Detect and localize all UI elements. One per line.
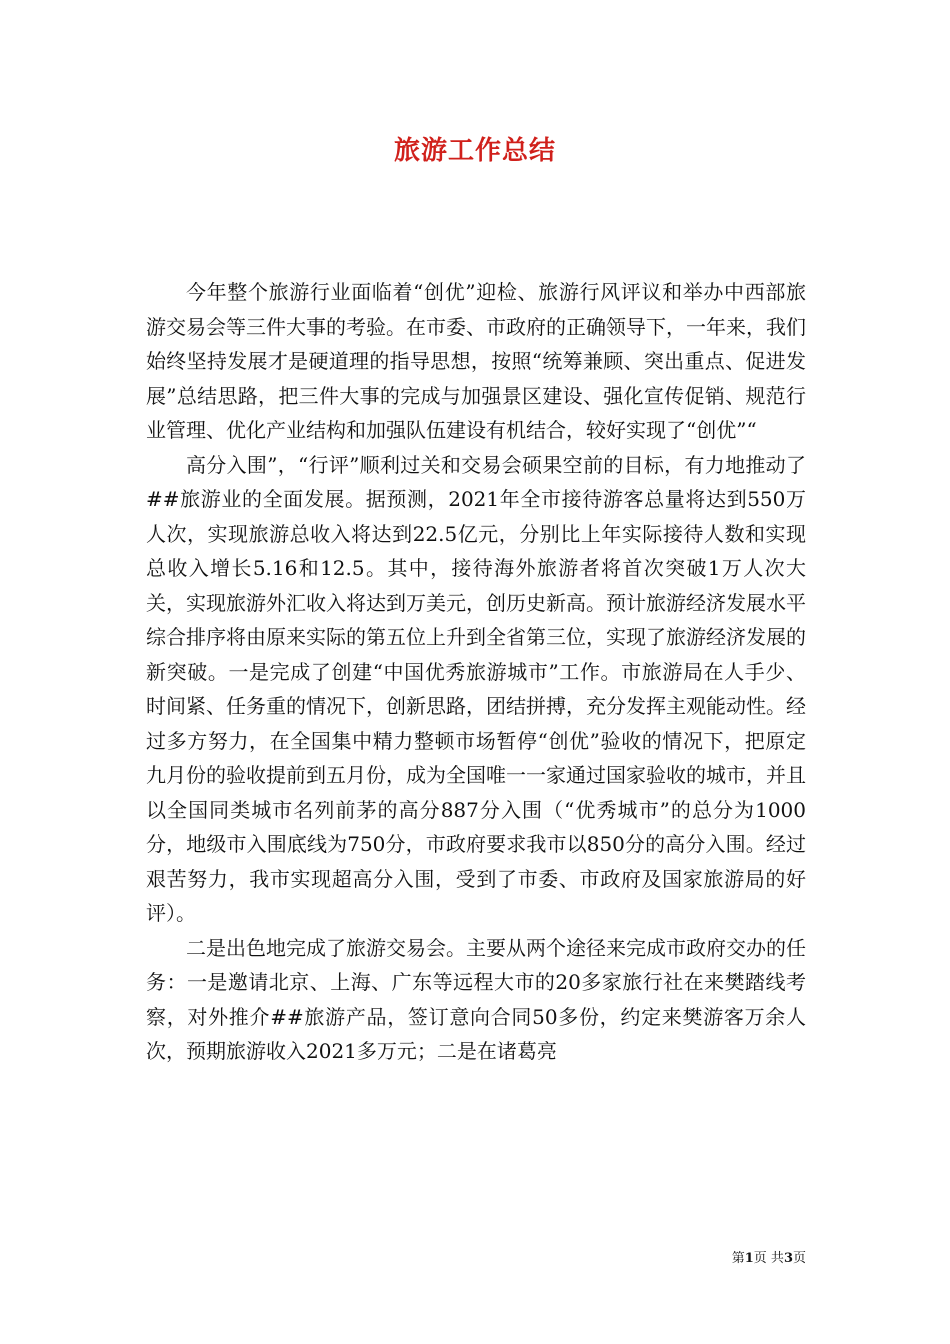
paragraph-3: 二是出色地完成了旅游交易会。主要从两个途径来完成市政府交办的任务：一是邀请北京、上海、广东等远程大市的20多家旅行社在来樊踏线考察，对外推介##旅游产品，签订意向合同50多份，约定来樊游客万余人次，预期旅游收入2021多万元；二是在诸葛亮 xyxy=(146,935,806,1063)
page-number-prefix: 第 xyxy=(731,1251,745,1266)
current-page: 1 xyxy=(744,1251,754,1266)
paragraph-1: 今年整个旅游行业面临着“创优”迎检、旅游行风评议和举办中西部旅游交易会等三件大事的考验。在市委、市政府的正确领导下，一年来，我们始终坚持发展才是硬道理的指导思想，按照“统筹兼顾、突出重点、促进发展”总结思路，把三件大事的完成与加强景区建设、强化宣传促销、规范行业管理、优化产业结构和加强队伍建设有机结合，较好实现了“创优”“ xyxy=(146,280,806,442)
page-number xyxy=(700,1247,806,1266)
page-number-middle: 页 共 xyxy=(753,1251,784,1266)
paragraph-2: 高分入围”，“行评”顺利过关和交易会硕果空前的目标，有力地推动了##旅游业的全面发展。据预测，2021年全市接待游客总量将达到550万人次，实现旅游总收入将达到22.5亿元，分别比上年实际接待人数和实现总收入增长5.16和12.5。其中，接待海外旅游者将首次突破1万人次大关，实现旅游外汇收入将达到万美元，创历史新高。预计旅游经济发展水平综合排序将由原来实际的第五位上升到全省第三位，实现了旅游经济发展的新突破。一是完成了创建“中国优秀旅游城市”工作。市旅游局在人手少、时间紧、任务重的情况下，创新思路，团结拼搏，充分发挥主观能动性。经过多方努力，在全国集中精力整顿市场暂停“创优”验收的情况下，把原定九月份的验收提前到五月份，成为全国唯一一家通过国家验收的城市，并且以全国同类城市名列前茅的高分887分入围（“优秀城市”的总分为1000分，地级市入围底线为750分，市政府要求我市以850分的高分入围。经过艰苦努力，我市实现超高分入围，受到了市委、市政府及国家旅游局的好评）。 xyxy=(146,452,806,925)
document-body xyxy=(146,275,806,1069)
document-title: 旅游工作总结 xyxy=(393,136,556,166)
page-number-suffix: 页 xyxy=(792,1251,806,1266)
total-pages: 3 xyxy=(783,1251,793,1266)
